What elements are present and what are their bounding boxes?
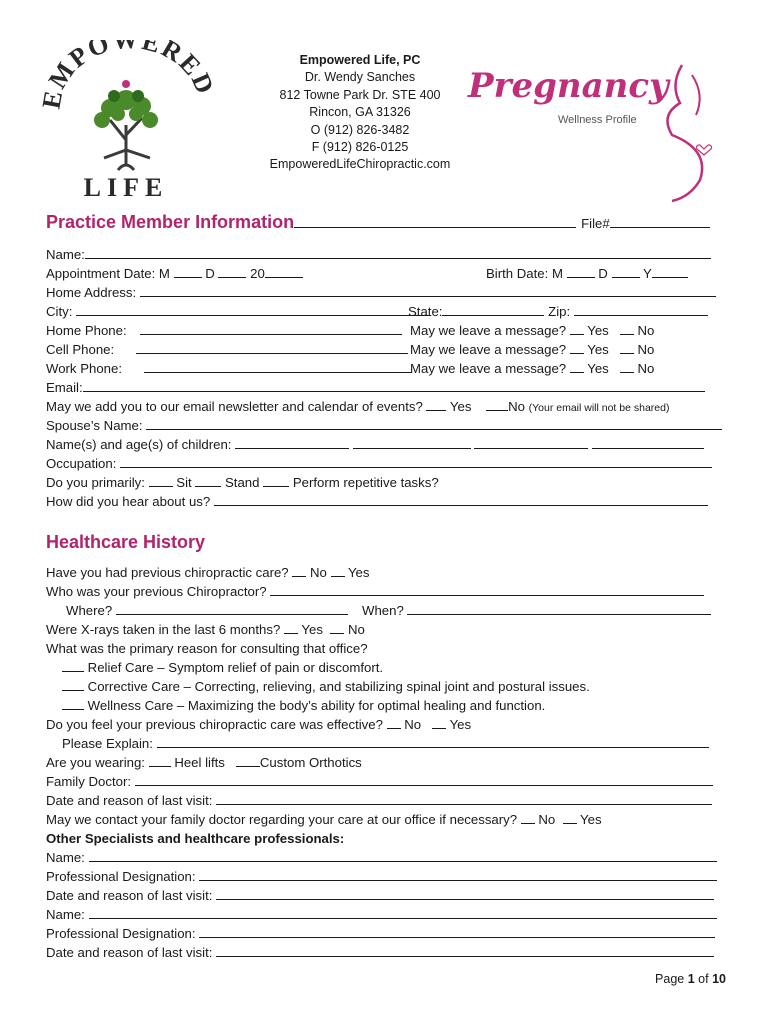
state-label: State: xyxy=(408,304,443,319)
svg-text:EMPOWERED: MPO ERE xyxy=(42,40,208,94)
zip-label: Zip: xyxy=(548,304,571,319)
children-label: Name(s) and age(s) of children: xyxy=(46,437,232,452)
clinic-header xyxy=(250,52,470,174)
home-address-label: Home Address: xyxy=(46,285,137,300)
cell-msg-no-box[interactable] xyxy=(620,341,634,354)
name-label: Name: xyxy=(46,247,85,262)
repetitive-box[interactable] xyxy=(263,474,289,487)
work-msg-no-box[interactable] xyxy=(620,360,634,373)
svg-text:Wellness Profile: Wellness Profile xyxy=(558,114,637,126)
last-visit-field[interactable] xyxy=(216,792,712,805)
work-phone-field[interactable] xyxy=(144,360,412,373)
practice-title: Practice Member Information File# xyxy=(46,212,710,233)
specialist2-name-field[interactable] xyxy=(89,906,717,919)
cell-msg-yes-box[interactable] xyxy=(570,341,584,354)
prev-chiro-field[interactable] xyxy=(270,583,704,596)
clinic-name: Empowered Life, PC xyxy=(299,53,421,67)
child-field-2[interactable] xyxy=(353,436,471,449)
state-field[interactable] xyxy=(442,303,544,316)
specialist1-name-field[interactable] xyxy=(89,849,717,862)
hear-field[interactable] xyxy=(214,493,708,506)
prev-care-no-box[interactable] xyxy=(292,564,306,577)
email-label: Email: xyxy=(46,380,83,395)
home-msg-no-box[interactable] xyxy=(620,322,634,335)
spouse-field[interactable] xyxy=(146,417,722,430)
email-field[interactable] xyxy=(83,379,705,392)
home-address-field[interactable] xyxy=(140,284,716,297)
xray-yes-box[interactable] xyxy=(284,621,298,634)
child-field-4[interactable] xyxy=(592,436,704,449)
when-field[interactable] xyxy=(407,602,711,615)
file-label: File# xyxy=(581,216,610,231)
svg-text:LIFE: LIFE xyxy=(83,173,169,200)
newsletter-yes-box[interactable] xyxy=(426,398,446,411)
specialist1-visit-field[interactable] xyxy=(216,887,714,900)
birth-month-field[interactable] xyxy=(567,265,595,278)
home-phone-field[interactable] xyxy=(140,322,402,335)
clinic-address1: 812 Towne Park Dr. STE 400 xyxy=(279,87,441,102)
child-field-1[interactable] xyxy=(235,436,349,449)
appt-day-field[interactable] xyxy=(218,265,246,278)
svg-text:Pregnancy: Pregnancy xyxy=(468,66,669,106)
contact-yes-box[interactable] xyxy=(563,811,577,824)
other-specialists-heading: Other Specialists and healthcare professionals: xyxy=(46,831,345,846)
effective-yes-box[interactable] xyxy=(432,716,446,729)
contact-no-box[interactable] xyxy=(521,811,535,824)
appt-label: Appointment Date: M xyxy=(46,266,170,281)
clinic-phone: O (912) 826-3482 xyxy=(310,122,410,137)
xray-no-box[interactable] xyxy=(330,621,344,634)
specialist1-designation-field[interactable] xyxy=(199,868,717,881)
clinic-website: EmpoweredLifeChiropractic.com xyxy=(269,157,451,172)
orthotics-box[interactable] xyxy=(236,754,260,767)
city-field[interactable] xyxy=(76,303,431,316)
newsletter-no-box[interactable] xyxy=(486,398,508,411)
relief-box[interactable] xyxy=(62,659,84,672)
hear-label: How did you hear about us? xyxy=(46,494,211,509)
zip-field[interactable] xyxy=(574,303,708,316)
specialist2-designation-field[interactable] xyxy=(199,925,715,938)
health-title: Healthcare History xyxy=(46,532,206,552)
clinic-address2: Rincon, GA 31326 xyxy=(309,105,411,120)
cell-phone-field[interactable] xyxy=(136,341,408,354)
empowered-life-logo xyxy=(40,40,212,200)
file-field[interactable] xyxy=(610,215,710,228)
page-number: Page 1 of 10 xyxy=(655,972,726,986)
child-field-3[interactable] xyxy=(474,436,588,449)
work-msg-yes-box[interactable] xyxy=(570,360,584,373)
cell-phone-label: Cell Phone: xyxy=(46,342,115,357)
appt-year-field[interactable] xyxy=(265,265,303,278)
clinic-fax: F (912) 826-0125 xyxy=(311,140,409,155)
home-phone-label: Home Phone: xyxy=(46,323,127,338)
explain-field[interactable] xyxy=(157,735,709,748)
stand-box[interactable] xyxy=(195,474,221,487)
corrective-box[interactable] xyxy=(62,678,84,691)
wellness-box[interactable] xyxy=(62,697,84,710)
name-field[interactable] xyxy=(85,246,711,259)
clinic-doctor: Dr. Wendy Sanches xyxy=(304,70,416,85)
home-msg-yes-box[interactable] xyxy=(570,322,584,335)
effective-no-box[interactable] xyxy=(387,716,401,729)
work-phone-label: Work Phone: xyxy=(46,361,122,376)
spouse-label: Spouse’s Name: xyxy=(46,418,143,433)
pregnancy-logo xyxy=(460,55,730,205)
birth-year-field[interactable] xyxy=(652,265,688,278)
reason-question: What was the primary reason for consulting that office? xyxy=(46,641,368,656)
sit-box[interactable] xyxy=(149,474,173,487)
city-label: City: xyxy=(46,304,73,319)
occupation-label: Occupation: xyxy=(46,456,117,471)
birth-day-field[interactable] xyxy=(612,265,640,278)
where-field[interactable] xyxy=(116,602,348,615)
birth-label: Birth Date: M xyxy=(486,266,563,281)
family-doc-field[interactable] xyxy=(135,773,713,786)
prev-care-yes-box[interactable] xyxy=(331,564,345,577)
appt-month-field[interactable] xyxy=(174,265,202,278)
heel-lifts-box[interactable] xyxy=(149,754,171,767)
occupation-field[interactable] xyxy=(120,455,712,468)
specialist2-visit-field[interactable] xyxy=(216,944,714,957)
